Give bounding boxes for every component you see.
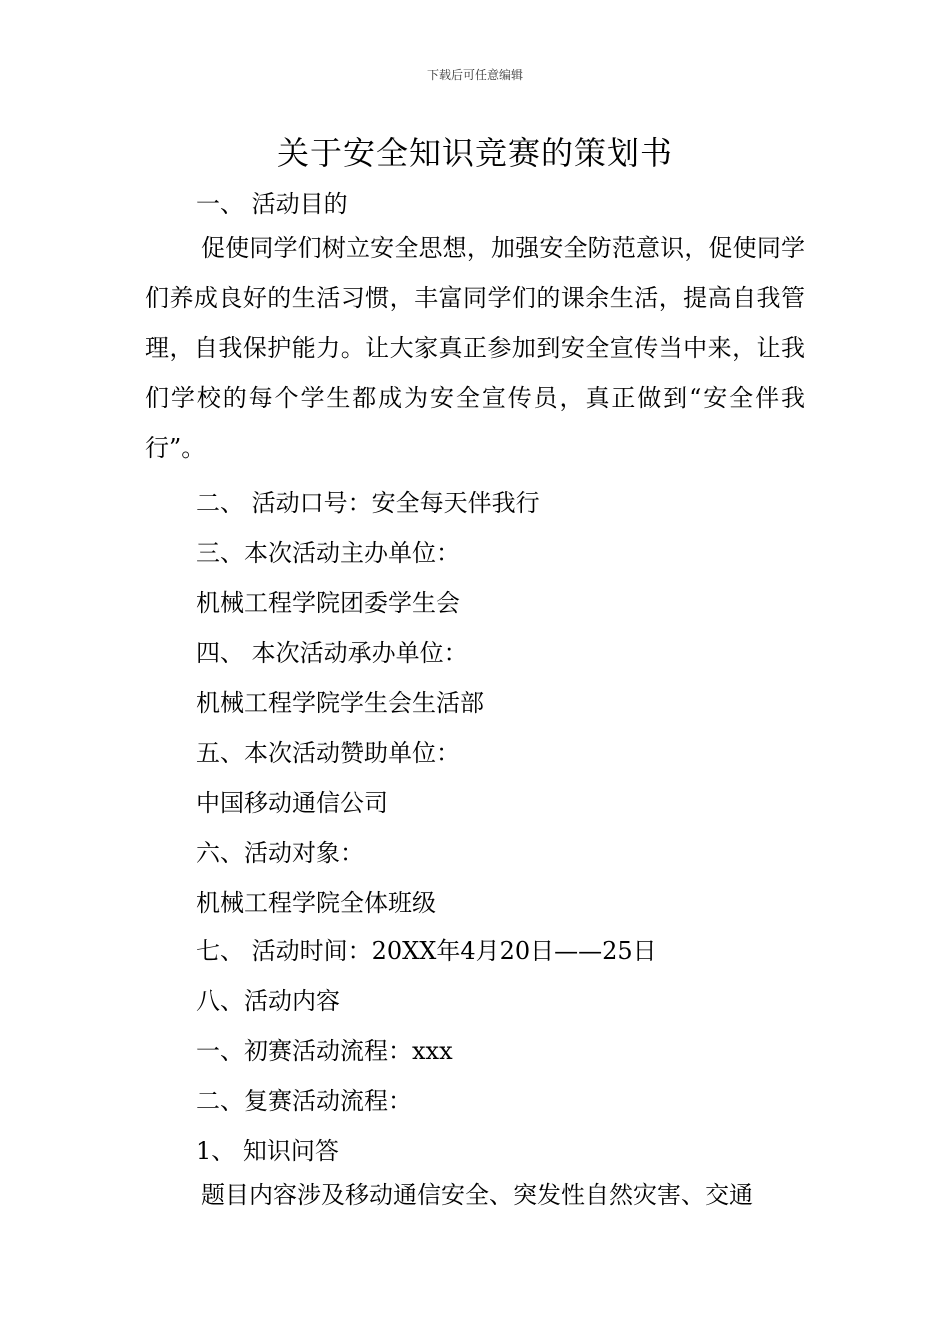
section-8-sub-1: 1、 知识问答 [196, 1137, 339, 1165]
section-3-value: 机械工程学院团委学生会 [196, 589, 460, 617]
section-1-heading: 一、 活动目的 [196, 190, 348, 218]
section-5-value: 中国移动通信公司 [196, 789, 388, 817]
section-7-time: 七、 活动时间：20XX年4月20日——25日 [196, 937, 657, 965]
section-2-slogan: 二、 活动口号：安全每天伴我行 [196, 489, 540, 517]
section-8-item-1: 一、初赛活动流程：xxx [196, 1037, 453, 1065]
section-4-value: 机械工程学院学生会生活部 [196, 689, 484, 717]
section-8-heading: 八、活动内容 [196, 987, 340, 1015]
section-4-heading: 四、 本次活动承办单位： [196, 639, 468, 667]
section-1-body: 促使同学们树立安全思想，加强安全防范意识，促使同学们养成良好的生活习惯，丰富同学们的课余生活，提高自我管理，自我保护能力。让大家真正参加到安全宣传当中来，让我们学校的每个学生都成为安全宣传员，真正做到“安全伴我行”。 [145, 234, 805, 462]
header-note: 下载后可任意编辑 [426, 68, 523, 82]
section-6-value: 机械工程学院全体班级 [196, 889, 436, 917]
section-5-heading: 五、本次活动赞助单位： [196, 739, 460, 767]
section-3-heading: 三、本次活动主办单位： [196, 539, 460, 567]
section-6-heading: 六、活动对象： [196, 839, 364, 867]
section-8-item-2: 二、复赛活动流程： [196, 1087, 412, 1115]
document-title: 关于安全知识竞赛的策划书 [276, 134, 673, 172]
section-8-sub-1-body: 题目内容涉及移动通信安全、突发性自然灾害、交通 [201, 1181, 753, 1209]
